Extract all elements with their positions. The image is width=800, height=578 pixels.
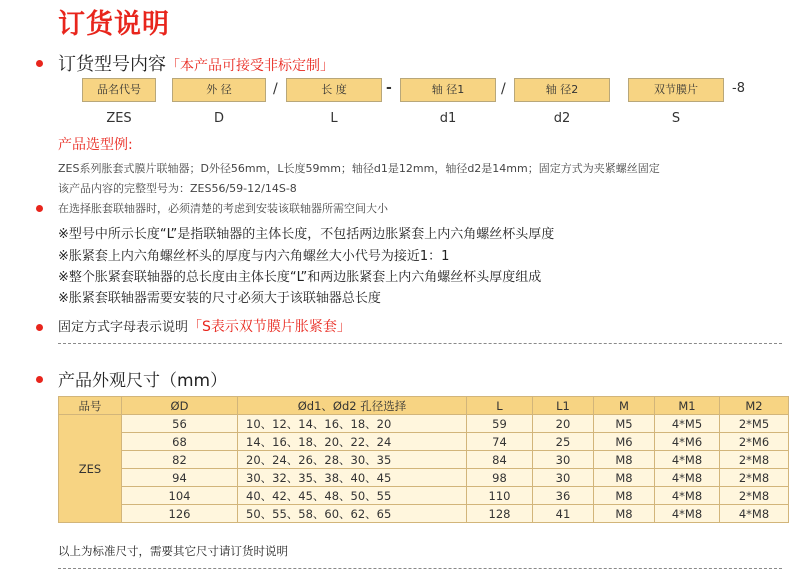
cell-m: M8 — [594, 487, 655, 505]
cell-l1: 41 — [533, 505, 594, 523]
header-m1: M1 — [655, 397, 720, 415]
cell-outer-diameter: 104 — [122, 487, 238, 505]
cell-m: M8 — [594, 469, 655, 487]
note-2: ※胀紧套上内六角螺丝杯头的厚度与内六角螺丝大小代号为接近1：1 — [58, 249, 450, 264]
divider-bottom — [58, 568, 782, 569]
caution-text: 在选择胀套联轴器时，必须清楚的考虑到安装该联轴器所需空间大小 — [58, 202, 388, 215]
cell-bore-options: 10、12、14、16、18、20 — [238, 415, 467, 433]
cell-length: 74 — [467, 433, 533, 451]
note-1: ※型号中所示长度“L”是指联轴器的主体长度，不包括两边胀紧套上内六角螺丝杯头厚度 — [58, 227, 555, 242]
table-header-row — [59, 397, 789, 415]
fixing-value: 「S表示双节膜片胀紧套」 — [188, 319, 351, 335]
suffix-code: -8 — [732, 81, 745, 96]
cell-m: M8 — [594, 451, 655, 469]
note-3: ※整个胀紧套联轴器的总长度由主体长度“L”和两边胀紧套上内六角螺丝杯头厚度组成 — [58, 270, 542, 285]
code-product: ZES — [106, 111, 132, 126]
cell-m2: 2*M8 — [720, 487, 789, 505]
fixing-row — [58, 316, 351, 336]
fixing-label: 固定方式字母表示说明 — [58, 320, 189, 335]
box-shaft-diameter-1: 轴 径1 — [400, 78, 496, 102]
bullet-icon — [36, 205, 43, 212]
code-length: L — [330, 111, 338, 126]
table-row — [59, 487, 789, 505]
separator-slash-2: / — [501, 81, 506, 97]
cell-m1: 4*M8 — [655, 505, 720, 523]
header-m: M — [594, 397, 655, 415]
box-double-diaphragm: 双节膜片 — [628, 78, 724, 102]
header-outer-diameter: ØD — [122, 397, 238, 415]
page-title: 订货说明 — [58, 9, 170, 40]
example-line-1: ZES系列胀套式膜片联轴器；D外径56mm，L长度59mm；轴径d1是12mm，轴径d2是14mm；固定方式为夹紧螺丝固定 — [58, 162, 660, 175]
cell-outer-diameter: 68 — [122, 433, 238, 451]
cell-outer-diameter: 94 — [122, 469, 238, 487]
cell-length: 84 — [467, 451, 533, 469]
header-l1: L1 — [533, 397, 594, 415]
cell-m1: 4*M6 — [655, 433, 720, 451]
order-heading: 订货型号内容 — [58, 54, 166, 75]
cell-outer-diameter: 126 — [122, 505, 238, 523]
cell-outer-diameter: 82 — [122, 451, 238, 469]
table-row — [59, 415, 789, 433]
cell-bore-options: 30、32、35、38、40、45 — [238, 469, 467, 487]
cell-length: 98 — [467, 469, 533, 487]
cell-m: M8 — [594, 505, 655, 523]
bullet-icon — [36, 376, 43, 383]
bullet-icon — [36, 60, 43, 67]
cell-l1: 25 — [533, 433, 594, 451]
box-length: 长 度 — [286, 78, 382, 102]
cell-length: 110 — [467, 487, 533, 505]
cell-l1: 36 — [533, 487, 594, 505]
cell-length: 59 — [467, 415, 533, 433]
header-model: 品号 — [59, 397, 122, 415]
example-line-2: 该产品内容的完整型号为：ZES56/59-12/14S-8 — [58, 182, 297, 195]
cell-m: M6 — [594, 433, 655, 451]
cell-outer-diameter: 56 — [122, 415, 238, 433]
cell-l1: 30 — [533, 469, 594, 487]
dimensions-table — [58, 396, 789, 523]
table-row — [59, 433, 789, 451]
cell-l1: 20 — [533, 415, 594, 433]
model-cell: ZES — [59, 415, 122, 523]
code-outer-diameter: D — [213, 111, 224, 126]
code-shaft-2: d2 — [553, 111, 571, 126]
cell-bore-options: 14、16、18、20、22、24 — [238, 433, 467, 451]
cell-m2: 4*M8 — [720, 505, 789, 523]
separator-slash: / — [273, 81, 278, 97]
custom-note: 「本产品可接受非标定制」 — [166, 58, 334, 74]
cell-bore-options: 20、24、26、28、30、35 — [238, 451, 467, 469]
example-heading: 产品选型例: — [58, 137, 133, 153]
order-heading-row — [58, 50, 334, 76]
table-row — [59, 505, 789, 523]
cell-length: 128 — [467, 505, 533, 523]
box-product-code: 品名代号 — [82, 78, 156, 102]
dimensions-heading: 产品外观尺寸（mm） — [58, 371, 228, 391]
cell-bore-options: 40、42、45、48、50、55 — [238, 487, 467, 505]
divider — [58, 343, 782, 344]
cell-l1: 30 — [533, 451, 594, 469]
box-outer-diameter: 外 径 — [172, 78, 266, 102]
separator-dash: - — [386, 80, 392, 96]
cell-m2: 2*M8 — [720, 469, 789, 487]
header-m2: M2 — [720, 397, 789, 415]
header-bore-options: Ød1、Ød2 孔径选择 — [238, 397, 467, 415]
note-4: ※胀紧套联轴器需要安装的尺寸必须大于该联轴器总长度 — [58, 291, 381, 306]
cell-m2: 2*M6 — [720, 433, 789, 451]
table-footnote: 以上为标准尺寸，需要其它尺寸请订货时说明 — [58, 544, 288, 558]
cell-m1: 4*M8 — [655, 487, 720, 505]
cell-m1: 4*M8 — [655, 451, 720, 469]
cell-bore-options: 50、55、58、60、62、65 — [238, 505, 467, 523]
cell-m1: 4*M5 — [655, 415, 720, 433]
header-length: L — [467, 397, 533, 415]
code-fixing: S — [671, 111, 681, 126]
bullet-icon — [36, 324, 43, 331]
cell-m: M5 — [594, 415, 655, 433]
table-row — [59, 469, 789, 487]
cell-m2: 2*M5 — [720, 415, 789, 433]
box-shaft-diameter-2: 轴 径2 — [514, 78, 610, 102]
code-shaft-1: d1 — [439, 111, 457, 126]
cell-m2: 2*M8 — [720, 451, 789, 469]
cell-m1: 4*M8 — [655, 469, 720, 487]
table-row — [59, 451, 789, 469]
